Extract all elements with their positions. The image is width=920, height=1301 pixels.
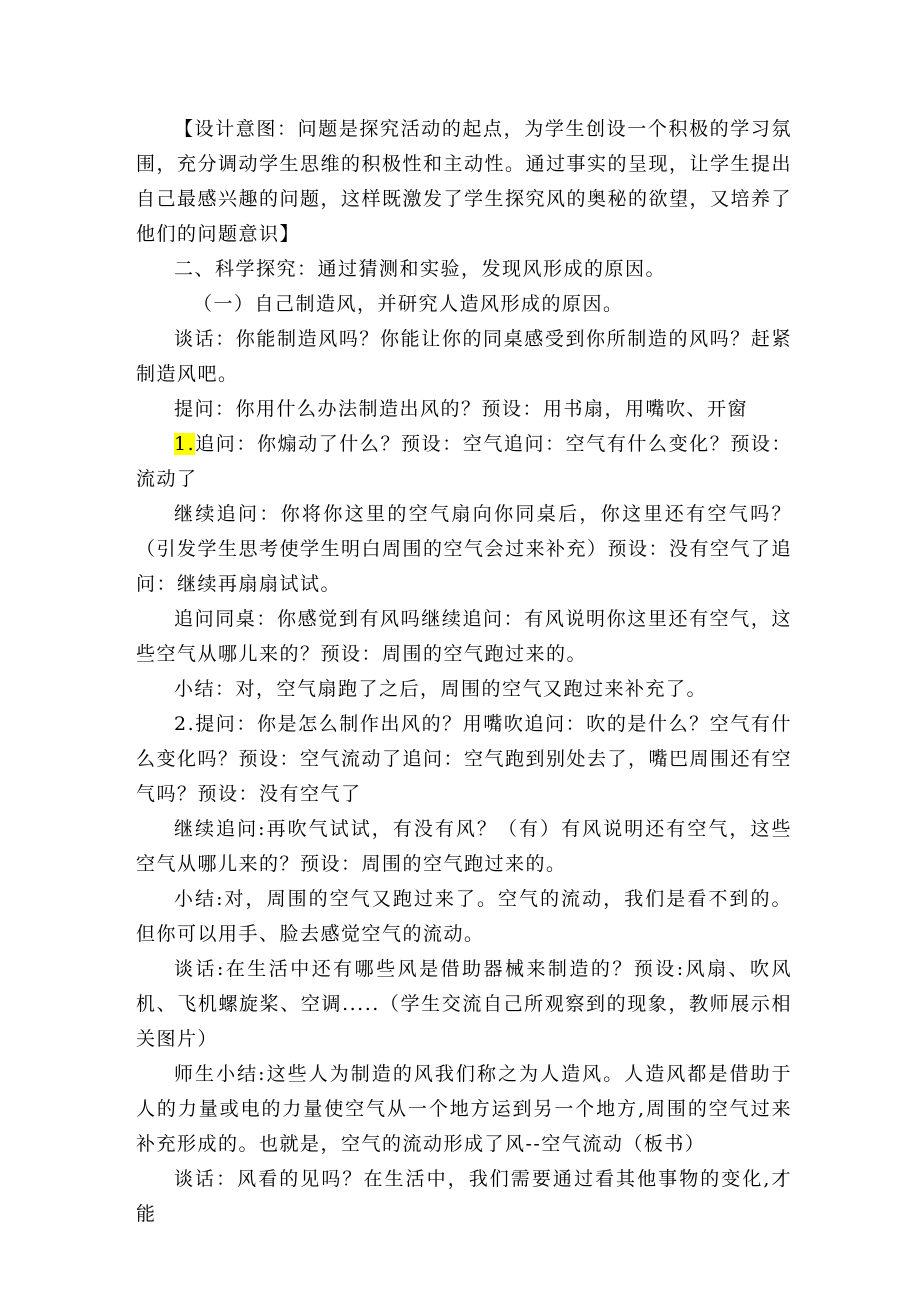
numbered-item-1 xyxy=(136,427,792,497)
design-intent-paragraph: 【设计意图：问题是探究活动的起点，为学生创设一个积极的学习氛围，充分调动学生思维的积极性和主动性。通过事实的呈现，让学生提出自己最感兴趣的问题，这样既激发了学生探究风的奥秘的欲望，又培养了他们的问题意识】 xyxy=(136,118,793,245)
document-body xyxy=(136,112,792,1232)
numbered-item-2: 2.提问：你是怎么制作出风的？用嘴吹追问：吹的是什么？空气有什么变化吗？预设：空气流动了追问：空气跑到别处去了，嘴巴周围还有空气吗？预设：没有空气了 xyxy=(136,713,793,805)
numbered-item-1-text: 追问：你煽动了什么？预设：空气追问：空气有什么变化？预设：流动了 xyxy=(136,433,792,490)
highlighted-list-marker: 1. xyxy=(174,433,196,455)
blow-again-paragraph: 继续追问:再吹气试试，有没有风？（有）有风说明还有空气，这些空气从哪儿来的？预设：周围的空气跑过来的。 xyxy=(136,818,792,875)
follow-up-paragraph: 继续追问：你将你这里的空气扇向你同桌后，你这里还有空气吗？（引发学生思考使学生明白周围的空气会过来补充）预设：没有空气了追问：继续再扇扇试试。 xyxy=(136,503,793,595)
question-paragraph: 提问：你用什么办法制造出风的？预设：用书扇，用嘴吹、开窗 xyxy=(174,398,749,420)
summary-air-flow-paragraph: 小结:对，周围的空气又跑过来了。空气的流动，我们是看不到的。但你可以用手、脸去感觉空气的流动。 xyxy=(136,888,792,945)
machines-dialogue-paragraph: 谈话:在生活中还有哪些风是借助器械来制造的？预设:风扇、吹风机、飞机螺旋桨、空调.....（学生交流自己所观察到的现象，教师展示相关图片） xyxy=(136,958,792,1050)
closing-dialogue-paragraph: 谈话：风看的见吗？在生活中，我们需要通过看其他事物的变化,才能 xyxy=(136,1168,792,1225)
summary-paragraph: 小结：对，空气扇跑了之后，周围的空气又跑过来补充了。 xyxy=(174,678,708,700)
dialogue-paragraph: 谈话：你能制造风吗？你能让你的同桌感受到你所制造的风吗？赶紧制造风吧。 xyxy=(136,328,792,385)
deskmate-question-paragraph: 追问同桌：你感觉到有风吗继续追问：有风说明你这里还有空气，这些空气从哪儿来的？预设：周围的空气跑过来的。 xyxy=(136,608,792,665)
section-heading-science-inquiry: 二、科学探究：通过猜测和实验，发现风形成的原因。 xyxy=(174,258,667,280)
subsection-heading-make-wind: （一）自己制造风，并研究人造风形成的原因。 xyxy=(193,293,624,315)
teacher-student-summary-paragraph: 师生小结:这些人为制造的风我们称之为人造风。人造风都是借助于人的力量或电的力量使空气从一个地方运到另一个地方,周围的空气过来补充形成的。也就是，空气的流动形成了风--空气流动（板书） xyxy=(136,1063,792,1155)
